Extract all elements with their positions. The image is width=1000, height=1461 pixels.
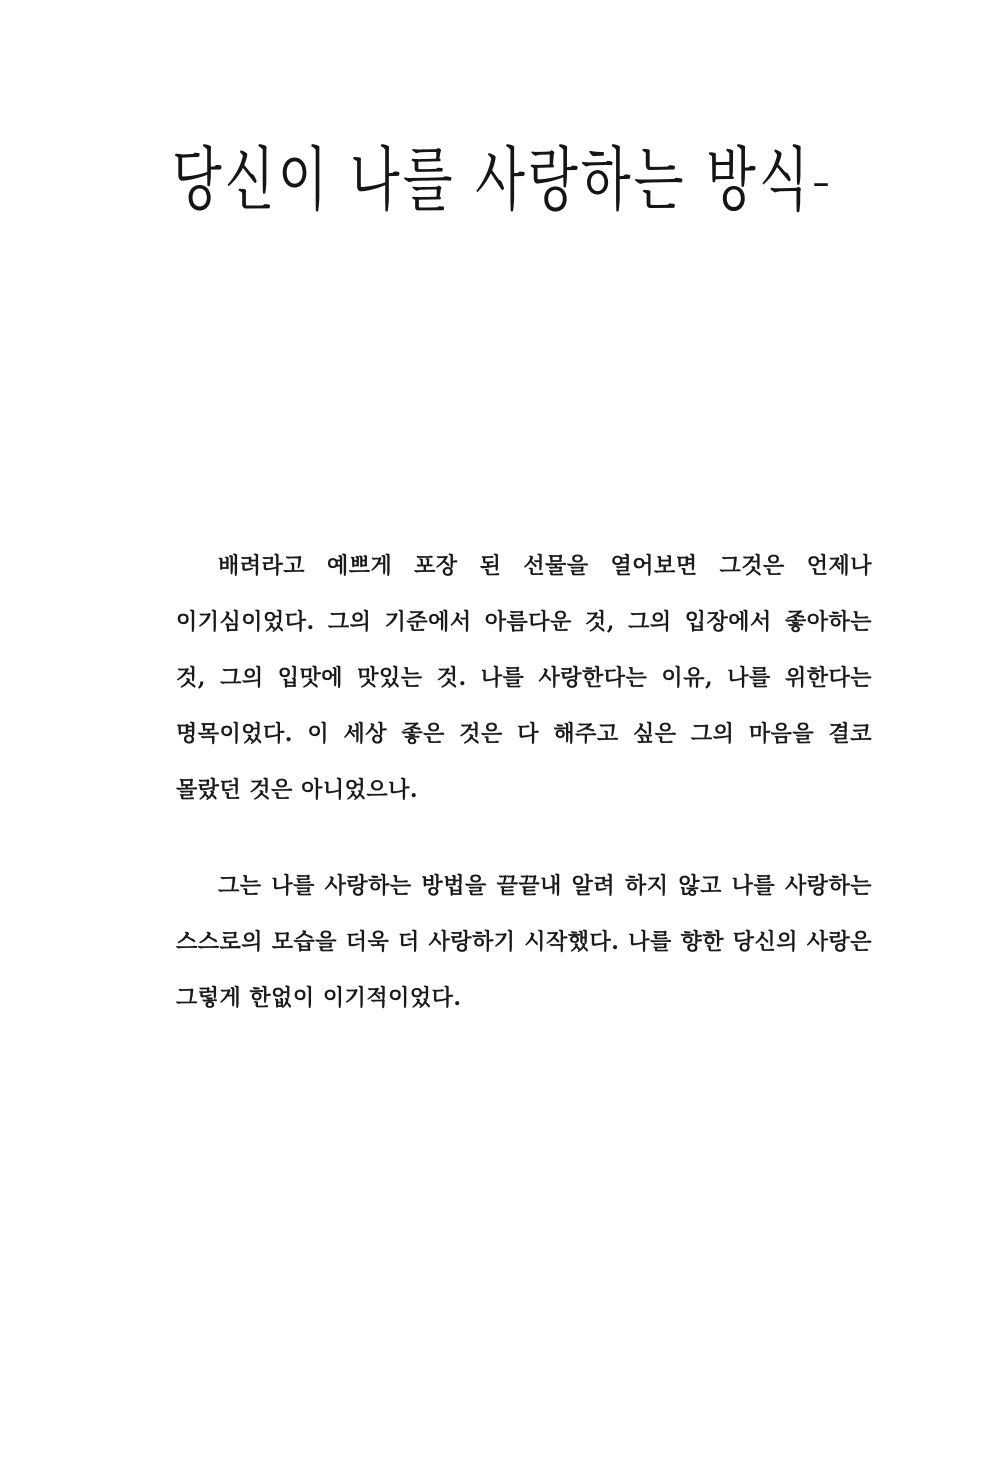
- body-paragraph: 배려라고 예쁘게 포장 된 선물을 열어보면 그것은 언제나 이기심이었다. 그의 기준에서 아름다운 것, 그의 입장에서 좋아하는 것, 그의 입맛에 맛있는 것. 나를 사랑한다는 이유, 나를 위한다는 명목이었다. 이 세상 좋은 것은 다 해주고 싶은 그의 마음을 결코 몰랐던 것은 아니었으나.: [176, 553, 872, 803]
- page-title: 당신이 나를 사랑하는 방식-: [172, 139, 834, 221]
- body-paragraph: 그는 나를 사랑하는 방법을 끝끝내 알려 하지 않고 나를 사랑하는 스스로의 모습을 더욱 더 사랑하기 시작했다. 나를 향한 당신의 사랑은 그렇게 한없이 이기적이었다.: [176, 873, 872, 1011]
